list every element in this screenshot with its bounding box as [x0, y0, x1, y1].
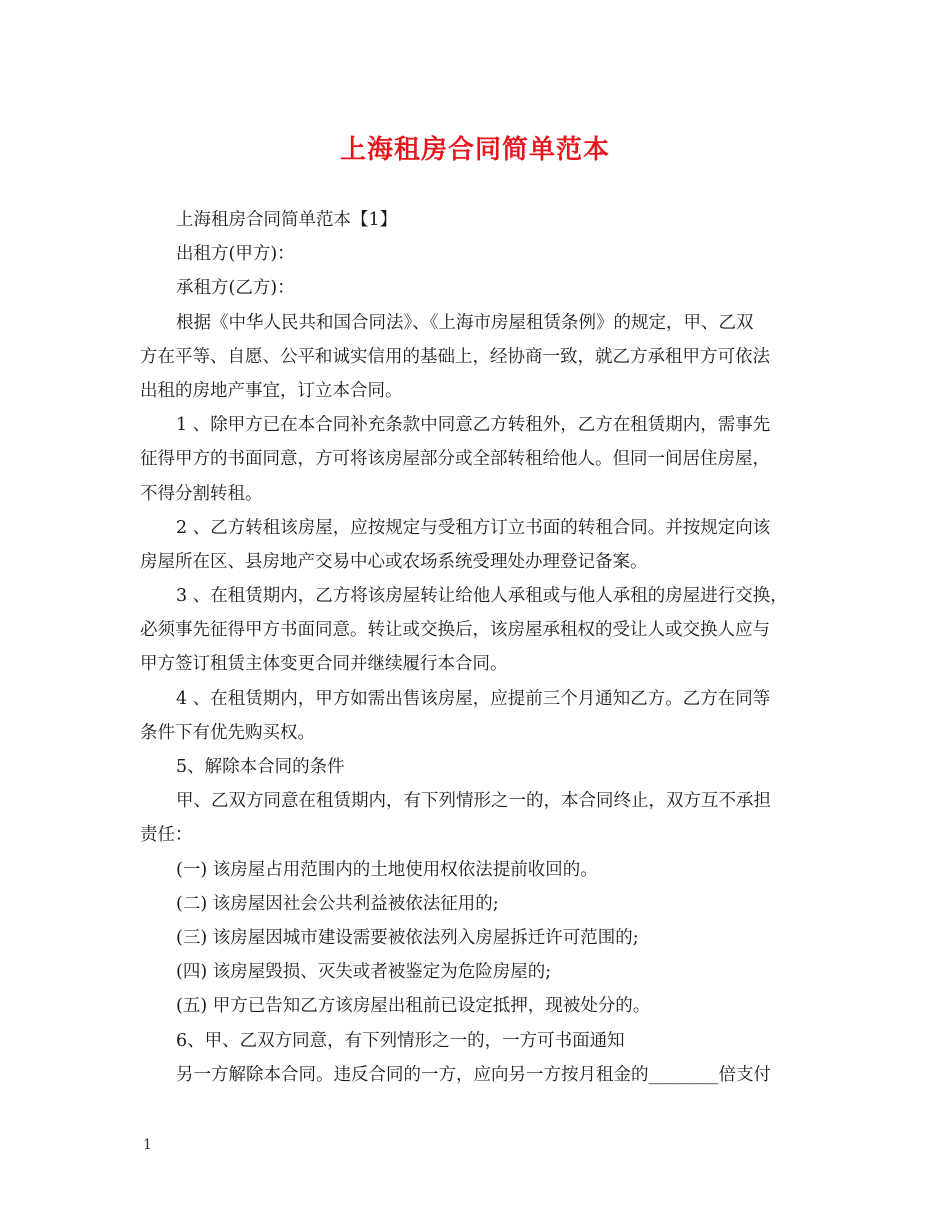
text-line: 条件下有优先购买权。	[140, 722, 315, 743]
text-line: 2 、乙方转租该房屋，应按规定与受租方订立书面的转租合同。并按规定向该	[176, 517, 771, 538]
text-line: 承租方(乙方)：	[176, 278, 295, 299]
text-line: 甲方签订租赁主体变更合同并继续履行本合同。	[140, 654, 508, 675]
text-line: 必须事先征得甲方书面同意。转让或交换后，该房屋承租权的受让人或交换人应与	[140, 620, 770, 641]
text-line: (三) 该房屋因城市建设需要被依法列入房屋拆迁许可范围的;	[176, 927, 639, 948]
text-line: (五) 甲方已告知乙方该房屋出租前已设定抵押，现被处分的。	[176, 996, 651, 1017]
text-line: 3 、在租赁期内，乙方将该房屋转让给他人承租或与他人承租的房屋进行交换，	[176, 586, 788, 607]
text-line: 4 、在租赁期内，甲方如需出售该房屋，应提前三个月通知乙方。乙方在同等	[176, 688, 771, 709]
text-line: (二) 该房屋因社会公共利益被依法征用的;	[176, 893, 499, 914]
page-number: 1	[143, 1137, 152, 1153]
document-title: 上海租房合同简单范本	[339, 135, 610, 165]
text-line: 甲、乙双方同意在租赁期内，有下列情形之一的，本合同终止，双方互不承担	[176, 791, 771, 812]
text-line: 出租方(甲方)：	[176, 244, 295, 265]
text-line: 根据《中华人民共和国合同法》、《上海市房屋租赁条例》的规定，甲、乙双	[176, 312, 754, 333]
text-line: 征得甲方的书面同意，方可将该房屋部分或全部转租给他人。但同一间居住房屋，	[140, 449, 770, 470]
text-line: 方在平等、自愿、公平和诚实信用的基础上，经协商一致，就乙方承租甲方可依法	[140, 346, 770, 367]
text-line: 不得分割转租。	[140, 483, 263, 504]
text-line: (一) 该房屋占用范围内的土地使用权依法提前收回的。	[176, 859, 598, 880]
text-line: 上海租房合同简单范本【1】	[176, 210, 398, 230]
text-line: 6、甲、乙双方同意，有下列情形之一的，一方可书面通知	[176, 1030, 625, 1051]
text-line: 1 、除甲方已在本合同补充条款中同意乙方转租外，乙方在租赁期内，需事先	[176, 415, 771, 436]
text-line: 责任：	[140, 825, 193, 846]
document-body	[140, 203, 820, 1092]
text-line: 房屋所在区、县房地产交易中心或农场系统受理处办理登记备案。	[140, 551, 648, 572]
text-line: (四) 该房屋毁损、灭失或者被鉴定为危险房屋的;	[176, 962, 552, 983]
text-line: 出租的房地产事宜，订立本合同。	[140, 380, 403, 401]
text-line: 5、解除本合同的条件	[176, 757, 345, 777]
text-line: 另一方解除本合同。违反合同的一方，应向另一方按月租金的________倍支付	[176, 1064, 771, 1085]
